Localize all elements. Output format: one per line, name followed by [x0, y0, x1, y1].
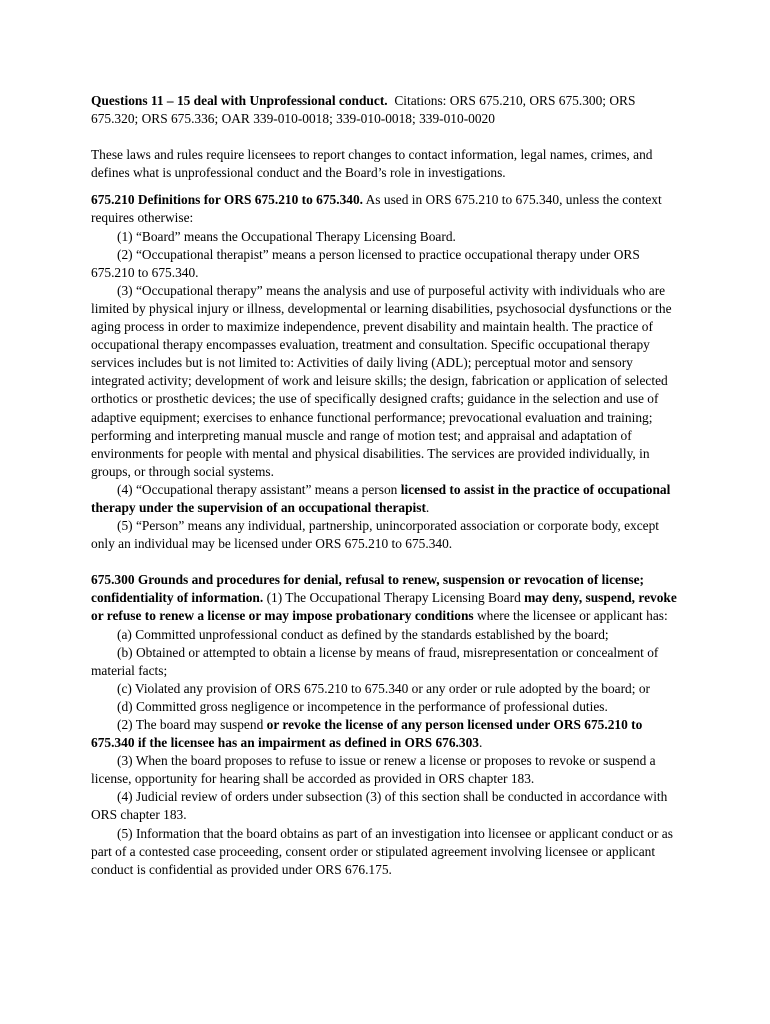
subsection-4: (4) Judicial review of orders under subsection (3) of this section shall be conducted in accordance with ORS chapter 183. — [91, 789, 668, 823]
subsection-3: (3) When the board proposes to refuse to issue or renew a license or proposes to revoke or suspend a license, opportunity for hearing shall be accorded as provided in ORS chapter 183. — [91, 753, 656, 787]
header-title: Questions 11 – 15 deal with Unprofessional conduct. — [91, 93, 388, 108]
definition-occupational-therapy: (3) “Occupational therapy” means the analysis and use of purposeful activity with individuals who are limited by physical injury or illness, developmental or learning disabilities, psychosocial dysfunctions or the aging process in order to maximize independence, prevent disability and maintain health. The practice of occupational therapy encompasses evaluation, treatment and consultation. Specific occupational therapy services includes but is not limited to: Activities of daily living (ADL); perceptual motor and sensory integrated activity; development of work and leisure skills; the design, fabrication or application of selected orthotics or prosthetic devices; the use of specifically designed crafts; guidance in the selection and use of adaptive equipment; exercises to enhance functional performance; prevocational evaluation and training; performing and interpreting manual muscle and range of motion test; and appraisal and adaptation of environments for people with mental and physical disabilities. The services are provided individually, in groups, or through social systems. — [91, 282, 672, 479]
intro-paragraph: These laws and rules require licensees to report changes to contact information, legal names, crimes, and defines what is unprofessional conduct and the Board’s role in investigations. — [91, 147, 653, 181]
definition-person: (5) “Person” means any individual, partnership, unincorporated association or corporate body, except only an individual may be licensed under ORS 675.210 to 675.340. — [91, 518, 660, 552]
definition-ota-bold: licensed to assist in the practice of occupational therapy under the supervision of an occupational therapist — [91, 481, 671, 515]
section-675-300-lead-bold: may deny, suspend, revoke or refuse to renew a license or may impose probationary conditions — [91, 590, 677, 624]
section-675-300-lead — [91, 571, 683, 625]
definition-occupational-therapist: (2) “Occupational therapist” means a person licensed to practice occupational therapy under ORS 675.210 to 675.340. — [91, 246, 640, 280]
subsection-5: (5) Information that the board obtains as part of an investigation into licensee or applicant conduct or as part of a contested case proceeding, consent order or stipulated agreement involving licensee or applicant conduct is confidential as provided under ORS 676.175. — [91, 825, 673, 877]
subsection-2-text: (2) The board may suspend — [117, 717, 267, 732]
section-675-300-lead-text: (1) The Occupational Therapy Licensing Board — [263, 590, 525, 606]
section-675-210-lead-text: As used in ORS 675.210 to 675.340, unless the context requires otherwise: — [91, 192, 662, 226]
subsection-2-end: . — [478, 735, 483, 751]
definition-ota-end: . — [425, 499, 430, 515]
header-citations: Citations: ORS 675.210, ORS 675.300; ORS 675.320; ORS 675.336; OAR 339-010-0018; 339-010-0018; 339-010-0020 — [91, 93, 636, 127]
section-675-210-lead — [91, 191, 683, 227]
document-page — [91, 92, 683, 879]
ground-c: (c) Violated any provision of ORS 675.210 to 675.340 or any order or rule adopted by the board; or — [117, 680, 650, 696]
header-paragraph — [91, 92, 683, 128]
definition-ota-text: (4) “Occupational therapy assistant” means a person — [117, 481, 401, 497]
definition-board: (1) “Board” means the Occupational Therapy Licensing Board. — [117, 228, 456, 244]
subsection-2-bold: or revoke the license of any person licensed under ORS 675.210 to 675.340 if the licensee has an impairment as defined in ORS 676.303 — [91, 717, 643, 751]
section-675-300-lead-end: where the licensee or applicant has: — [473, 608, 668, 624]
ground-b: (b) Obtained or attempted to obtain a license by means of fraud, misrepresentation or concealment of material facts; — [91, 644, 659, 678]
subsection-2 — [91, 716, 683, 752]
section-675-300-heading: 675.300 Grounds and procedures for denial, refusal to renew, suspension or revocation of license; confidentiality of information. — [91, 572, 645, 606]
definition-occupational-therapy-assistant — [91, 481, 683, 517]
ground-d: (d) Committed gross negligence or incompetence in the performance of professional duties. — [117, 698, 608, 714]
ground-a: (a) Committed unprofessional conduct as defined by the standards established by the board; — [117, 626, 609, 642]
section-675-210-heading: 675.210 Definitions for ORS 675.210 to 675.340. — [91, 192, 364, 208]
